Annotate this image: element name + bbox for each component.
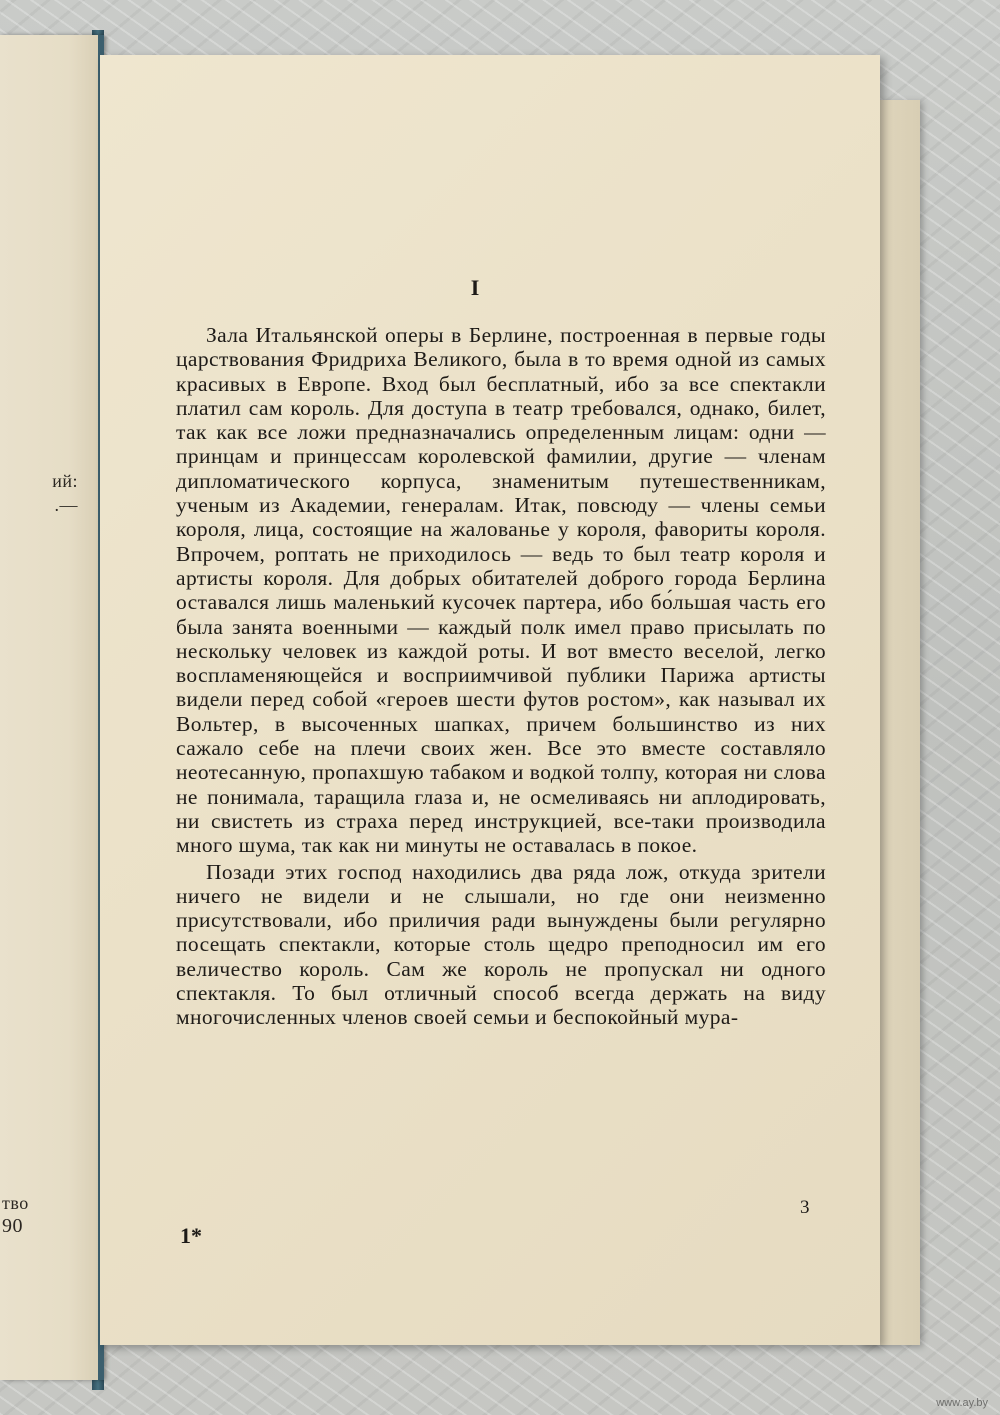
left-page-fragment xyxy=(0,35,104,1380)
page-number: 3 xyxy=(800,1197,810,1218)
chapter-number: I xyxy=(470,275,480,300)
page-body-text xyxy=(176,323,826,1030)
signature-mark: 1* xyxy=(180,1223,202,1248)
book-page xyxy=(100,55,880,1345)
left-page-text-fragment: 90 xyxy=(2,1215,23,1237)
left-page-text-fragment: тво xyxy=(2,1193,29,1213)
watermark: www.ay.by xyxy=(936,1397,988,1409)
left-page-text-fragment: ий: xyxy=(52,471,78,491)
paragraph: Зала Итальянской оперы в Берлине, построенная в первые годы царствования Фридриха Великого, была в то время одной из самых красивых в Европе. Вход был бесплатный, ибо за все спектакли платил сам король. Для доступа в театр требовался, однако, билет, так как все ложи предназначались определенным лицам: одни — принцам и принцессам королевской фамилии, другие — членам дипломатического корпуса, знаменитым путешественникам, ученым из Академии, генералам. Итак, повсюду — члены семьи короля, лица, состоящие на жалованье у короля, фавориты короля. Впрочем, роптать не приходилось — ведь то был театр короля и артисты короля. Для добрых обитателей доброго города Берлина оставался лишь маленький кусочек партера, ибо бо́льшая часть его была занята военными — каждый полк имел право присылать по нескольку человек из каждой роты. И вот вместо веселой, легко воспламеняющейся и восприимчивой публики Парижа артисты видели перед собой «героев шести футов ростом», как называл их Вольтер, в высоченных шапках, причем большинство из них сажало себе на плечи своих жен. Все это вместе составляло неотесанную, пропахшую табаком и водкой толпу, которая ни слова не понимала, таращила глаза и, не осмеливаясь ни аплодировать, ни свистеть из страха перед инструкцией, все-таки производила много шума, так как ни минуты не оставалась в покое. xyxy=(176,323,826,858)
left-page-text-fragment: .— xyxy=(54,495,78,515)
paragraph: Позади этих господ находились два ряда лож, откуда зрители ничего не видели и не слышали, но где они неизменно присутствовали, ибо приличия ради вынуждены были регулярно посещать спектакли, которые столь щедро преподносил им его величество король. Сам же король не пропускал ни одного спектакля. То был отличный способ всегда держать на виду многочисленных членов своей семьи и беспокойный мура- xyxy=(176,859,826,1030)
